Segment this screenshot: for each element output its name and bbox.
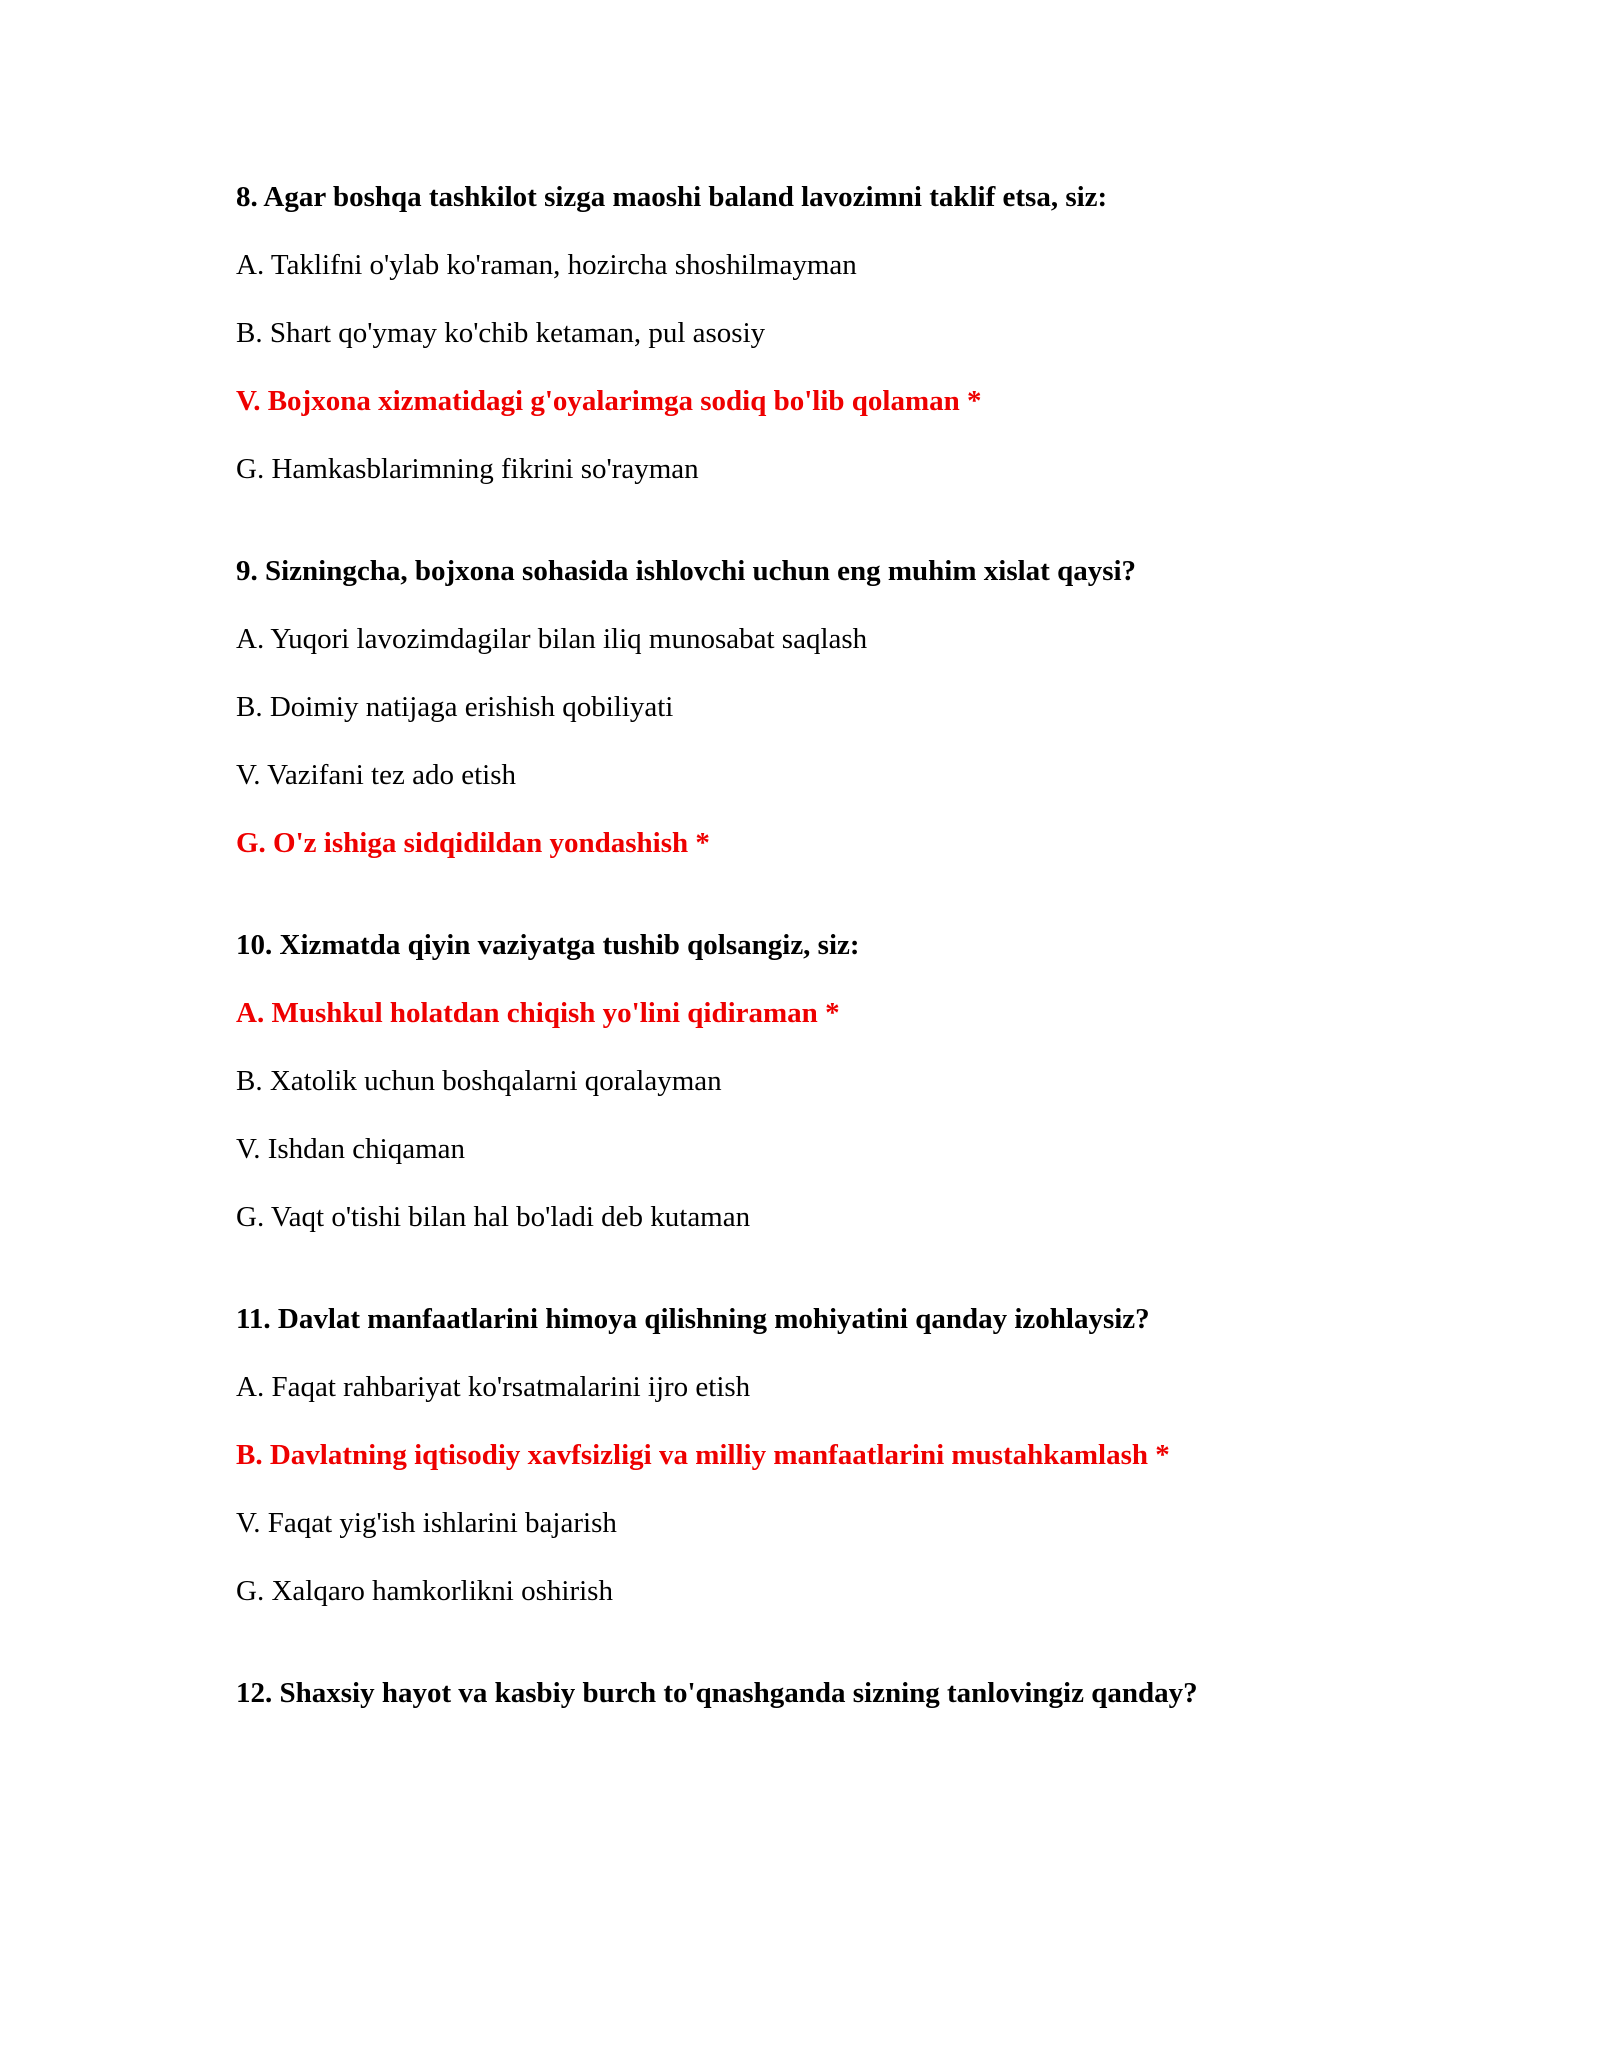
answer-option-a: A. Yuqori lavozimdagilar bilan iliq munosabat saqlash bbox=[236, 623, 868, 655]
question-block-9 bbox=[236, 554, 1436, 860]
question-title: 12. Shaxsiy hayot va kasbiy burch to'qnashganda sizning tanlovingiz qanday? bbox=[236, 1677, 1198, 1709]
answer-option-v: V. Vazifani tez ado etish bbox=[236, 759, 516, 791]
question-block-12 bbox=[236, 1676, 1436, 1710]
answer-option-a: A. Faqat rahbariyat ko'rsatmalarini ijro etish bbox=[236, 1371, 751, 1403]
question-block-10 bbox=[236, 928, 1436, 1234]
answer-option-b-correct: B. Davlatning iqtisodiy xavfsizligi va milliy manfaatlarini mustahkamlash * bbox=[236, 1439, 1170, 1471]
question-block-8 bbox=[236, 180, 1436, 486]
question-title: 10. Xizmatda qiyin vaziyatga tushib qolsangiz, siz: bbox=[236, 929, 860, 961]
answer-option-g: G. Hamkasblarimning fikrini so'rayman bbox=[236, 453, 699, 485]
question-title: 8. Agar boshqa tashkilot sizga maoshi baland lavozimni taklif etsa, siz: bbox=[236, 181, 1108, 213]
answer-option-g: G. Vaqt o'tishi bilan hal bo'ladi deb kutaman bbox=[236, 1201, 751, 1233]
question-block-11 bbox=[236, 1302, 1436, 1608]
answer-option-a-correct: A. Mushkul holatdan chiqish yo'lini qidiraman * bbox=[236, 997, 840, 1029]
question-title: 11. Davlat manfaatlarini himoya qilishning mohiyatini qanday izohlaysiz? bbox=[236, 1303, 1150, 1335]
answer-option-v: V. Faqat yig'ish ishlarini bajarish bbox=[236, 1507, 617, 1539]
question-title: 9. Sizningcha, bojxona sohasida ishlovchi uchun eng muhim xislat qaysi? bbox=[236, 555, 1137, 587]
answer-option-a: A. Taklifni o'ylab ko'raman, hozircha shoshilmayman bbox=[236, 249, 857, 281]
answer-option-b: B. Doimiy natijaga erishish qobiliyati bbox=[236, 691, 674, 723]
answer-option-b: B. Xatolik uchun boshqalarni qoralayman bbox=[236, 1065, 722, 1097]
answer-option-v: V. Ishdan chiqaman bbox=[236, 1133, 465, 1165]
answer-option-g: G. Xalqaro hamkorlikni oshirish bbox=[236, 1575, 613, 1607]
answer-option-g-correct: G. O'z ishiga sidqidildan yondashish * bbox=[236, 827, 710, 859]
document-content bbox=[236, 180, 1436, 1778]
answer-option-v-correct: V. Bojxona xizmatidagi g'oyalarimga sodiq bo'lib qolaman * bbox=[236, 385, 982, 417]
answer-option-b: B. Shart qo'ymay ko'chib ketaman, pul asosiy bbox=[236, 317, 766, 349]
